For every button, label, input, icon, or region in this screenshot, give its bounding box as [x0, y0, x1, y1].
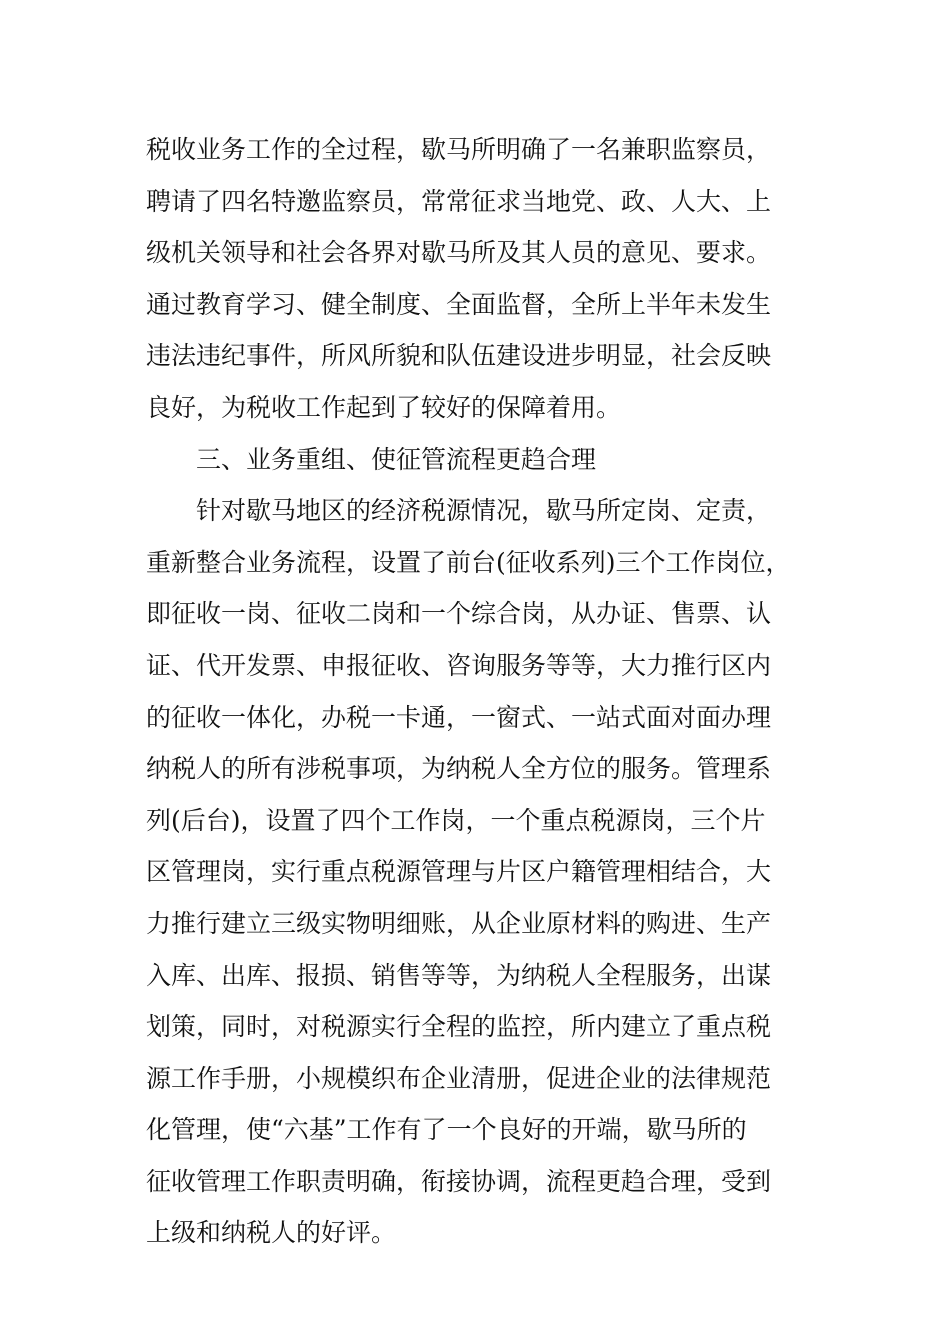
text-line: 针对歇马地区的经济税源情况，歇马所定岗、定责，	[196, 496, 772, 526]
text-line: 区管理岗，实行重点税源管理与片区户籍管理相结合，大	[146, 857, 772, 887]
text-line: 划策，同时，对税源实行全程的监控，所内建立了重点税	[146, 1012, 772, 1042]
text-line: 列(后台)，设置了四个工作岗，一个重点税源岗，三个片	[146, 805, 766, 835]
text-line: 良好，为税收工作起到了较好的保障着用。	[146, 392, 622, 422]
text-line: 通过教育学习、健全制度、全面监督，全所上半年未发生	[146, 289, 772, 319]
text-line: 聘请了四名特邀监察员，常常征求当地党、政、人大、上	[146, 186, 772, 216]
text-line: 的征收一体化，办税一卡通，一窗式、一站式面对面办理	[146, 702, 772, 732]
text-line: 入库、出库、报损、销售等等，为纳税人全程服务，出谋	[146, 960, 772, 990]
text-line: 上级和纳税人的好评。	[146, 1218, 397, 1248]
text-line: 证、代开发票、申报征收、咨询服务等等，大力推行区内	[146, 650, 772, 680]
text-line: 纳税人的所有涉税事项，为纳税人全方位的服务。管理系	[146, 754, 772, 784]
text-line: 违法违纪事件，所风所貌和队伍建设进步明显，社会反映	[146, 341, 772, 371]
text-line: 重新整合业务流程，设置了前台(征收系列)三个工作岗位，	[146, 547, 791, 577]
section-heading: 三、业务重组、使征管流程更趋合理	[196, 444, 597, 474]
text-line: 源工作手册，小规模织布企业清册，促进企业的法律规范	[146, 1063, 772, 1093]
text-line: 即征收一岗、征收二岗和一个综合岗，从办证、售票、认	[146, 599, 772, 629]
text-line: 力推行建立三级实物明细账，从企业原材料的购进、生产	[146, 908, 772, 938]
text-line: 化管理，使“六基”工作有了一个良好的开端，歇马所的	[146, 1115, 747, 1145]
document-body	[146, 124, 816, 1259]
text-line: 级机关领导和社会各界对歇马所及其人员的意见、要求。	[146, 238, 772, 268]
text-line: 征收管理工作职责明确，衔接协调，流程更趋合理，受到	[146, 1166, 772, 1196]
text-line: 税收业务工作的全过程，歇马所明确了一名兼职监察员，	[146, 135, 772, 164]
